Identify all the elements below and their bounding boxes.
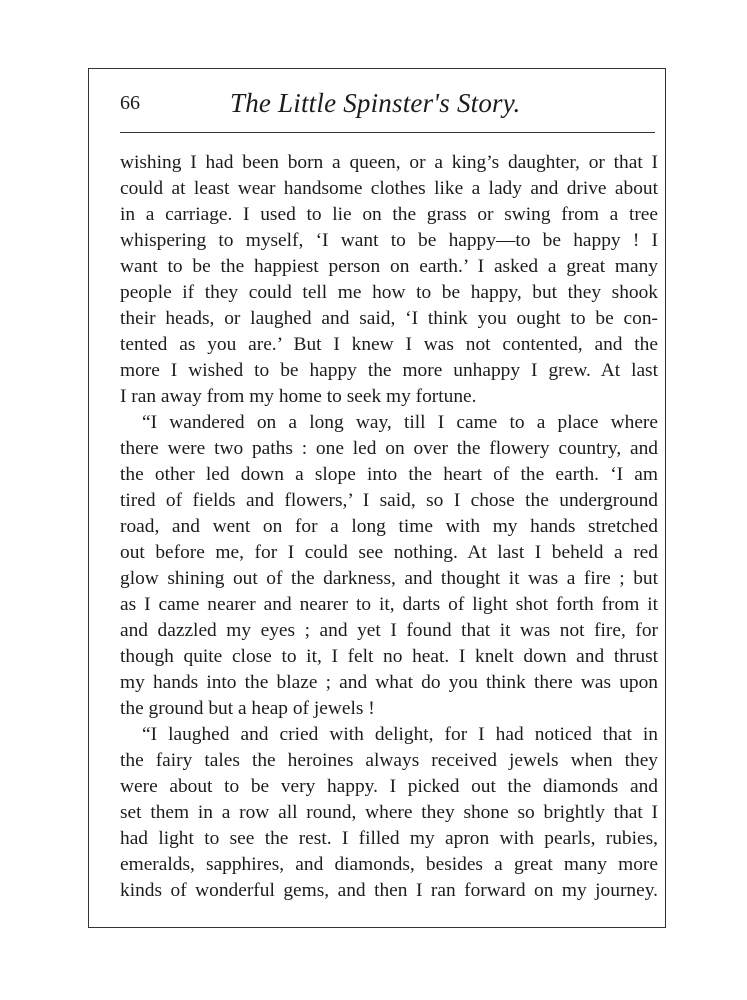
text-line: “I wandered on a long way, till I came to a place where xyxy=(142,412,658,433)
text-line: want to be the happiest person on earth.’ I asked a great many xyxy=(120,256,658,277)
text-line: I ran away from my home to seek my fortune. xyxy=(120,386,477,407)
text-line: as I came nearer and nearer to it, darts of light shot forth from it xyxy=(120,594,658,615)
text-line: set them in a row all round, where they shone so brightly that I xyxy=(120,802,658,823)
page-number: 66 xyxy=(120,92,140,114)
text-line: out before me, for I could see nothing. At last I beheld a red xyxy=(120,542,658,563)
text-line: the ground but a heap of jewels ! xyxy=(120,698,375,719)
text-line: more I wished to be happy the more unhappy I grew. At last xyxy=(120,360,658,381)
text-line: were about to be very happy. I picked out the diamonds and xyxy=(120,776,658,797)
text-line: glow shining out of the darkness, and thought it was a fire ; but xyxy=(120,568,658,589)
text-line: “I laughed and cried with delight, for I had noticed that in xyxy=(142,724,658,745)
page-header xyxy=(120,88,655,128)
text-line: had light to see the rest. I filled my apron with pearls, rubies, xyxy=(120,828,658,849)
text-line: there were two paths : one led on over the flowery country, and xyxy=(120,438,658,459)
text-line: though quite close to it, I felt no heat. I knelt down and thrust xyxy=(120,646,658,667)
text-line: tented as you are.’ But I knew I was not contented, and the xyxy=(120,334,658,355)
text-line: in a carriage. I used to lie on the grass or swing from a tree xyxy=(120,204,658,225)
text-line: road, and went on for a long time with my hands stretched xyxy=(120,516,658,537)
text-line: the fairy tales the heroines always received jewels when they xyxy=(120,750,658,771)
text-line: my hands into the blaze ; and what do you think there was upon xyxy=(120,672,658,693)
text-line: tired of fields and flowers,’ I said, so I chose the underground xyxy=(120,490,658,511)
header-rule xyxy=(120,132,655,133)
text-line: kinds of wonderful gems, and then I ran forward on my journey. xyxy=(120,880,658,901)
text-line: their heads, or laughed and said, ‘I think you ought to be con- xyxy=(120,308,658,329)
text-line: wishing I had been born a queen, or a king’s daughter, or that I xyxy=(120,152,658,173)
text-line: the other led down a slope into the heart of the earth. ‘I am xyxy=(120,464,658,485)
text-line: emeralds, sapphires, and diamonds, besides a great many more xyxy=(120,854,658,875)
text-line: people if they could tell me how to be happy, but they shook xyxy=(120,282,658,303)
running-title: The Little Spinster's Story. xyxy=(230,88,521,118)
text-line: whispering to myself, ‘I want to be happy—to be happy ! I xyxy=(120,230,658,251)
text-line: and dazzled my eyes ; and yet I found that it was not fire, for xyxy=(120,620,658,641)
body-text xyxy=(120,150,658,904)
text-line: could at least wear handsome clothes like a lady and drive about xyxy=(120,178,658,199)
